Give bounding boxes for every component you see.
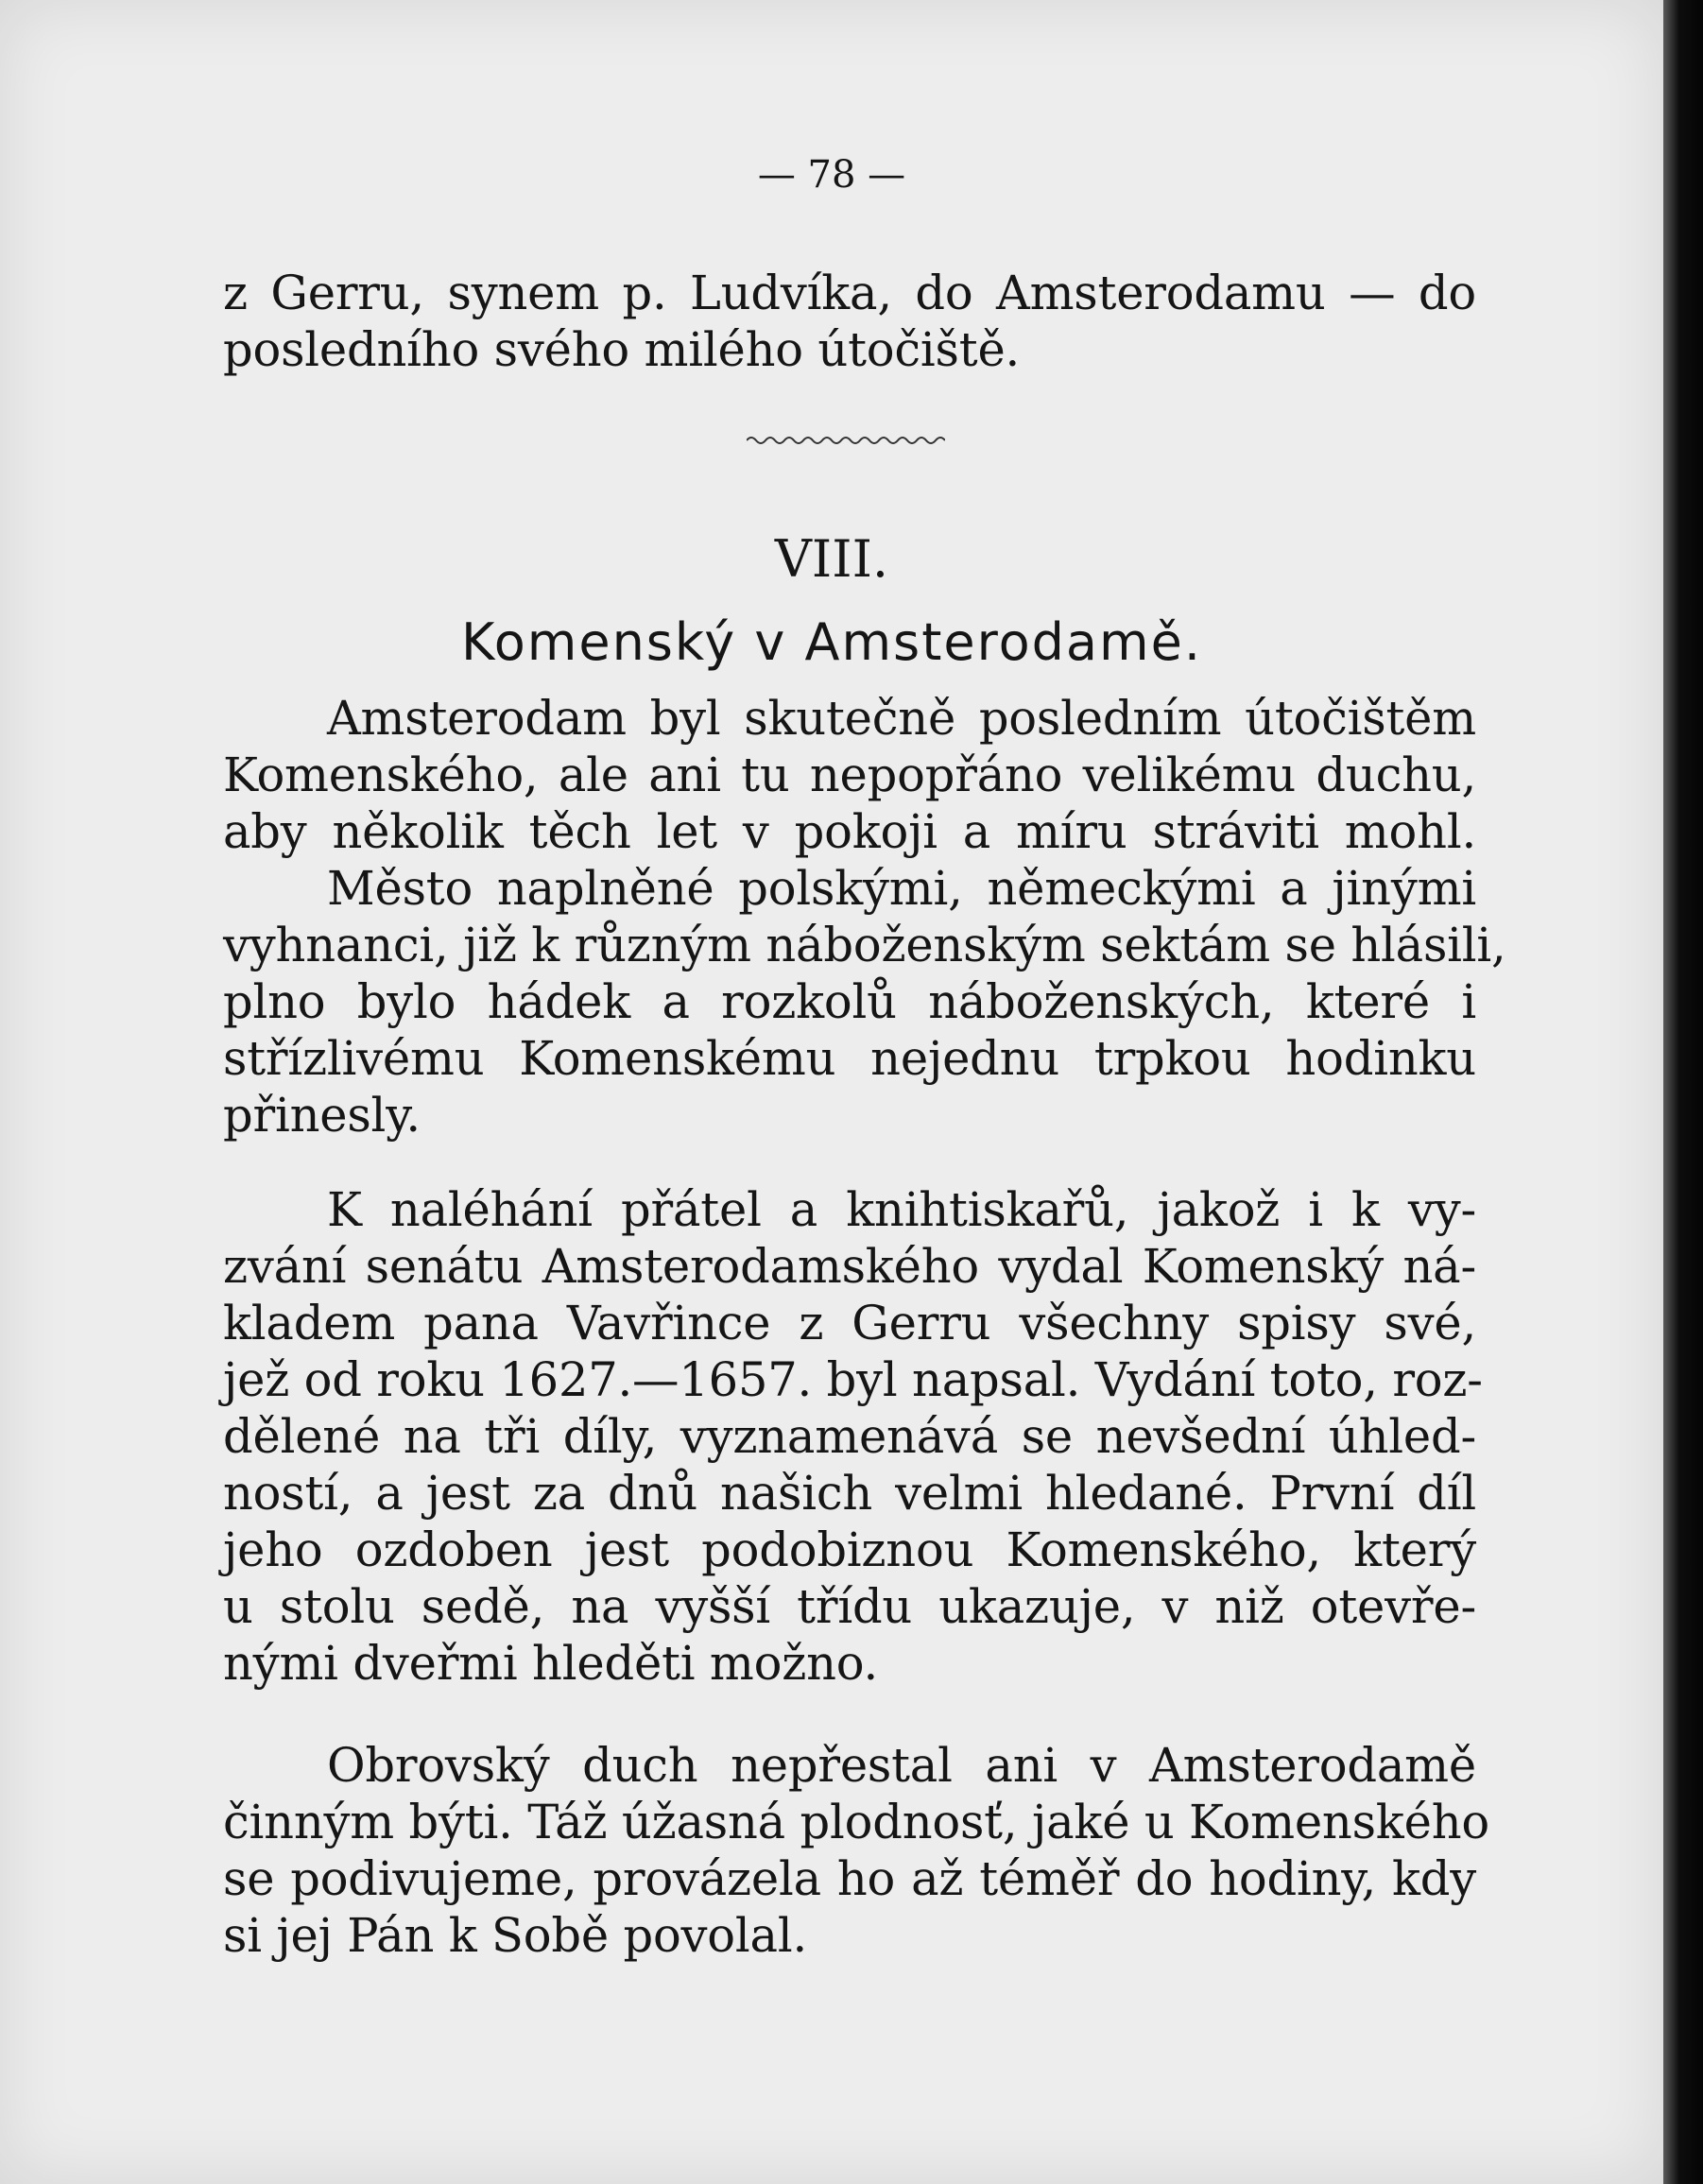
text-line: kladem pana Vavřince z Gerru všechny spisy své, (223, 1296, 1476, 1350)
text-line: dělené na tři díly, vyznamenává se nevšední úhled- (223, 1409, 1476, 1464)
text-line: posledního svého milého útočiště. (223, 322, 1021, 377)
text-line: přinesly. (223, 1088, 421, 1143)
text-line: Amsterodam byl skutečně posledním útočištěm (327, 691, 1476, 746)
text-line: vyhnanci, již k různým náboženským sektám se hlásili, (223, 918, 1506, 972)
text-line: zvání senátu Amsterodamského vydal Komenský ná- (223, 1239, 1476, 1294)
text-line: nými dveřmi hleděti možno. (223, 1636, 879, 1691)
text-line: si jej Pán k Sobě povolal. (223, 1908, 808, 1963)
text-line: jež od roku 1627.—1657. byl napsal. Vydání toto, roz- (223, 1352, 1483, 1407)
ornament-divider (747, 431, 945, 450)
text-line: plno bylo hádek a rozkolů náboženských, které i (223, 974, 1476, 1029)
text-line: ností, a jest za dnů našich velmi hledané. První díl (223, 1466, 1476, 1521)
text-line: Obrovský duch nepřestal ani v Amsterodamě (327, 1738, 1476, 1793)
text-line: činným býti. Táž úžasná plodnosť, jaké u Komenského (223, 1795, 1489, 1849)
text-line: se podivujeme, provázela ho až téměř do hodiny, kdy (223, 1851, 1476, 1906)
chapter-title: Komenský v Amsterodamě. (460, 612, 1203, 672)
page-number: — 78 — (757, 153, 906, 197)
text-line: jeho ozdoben jest podobiznou Komenského, který (223, 1522, 1476, 1577)
chapter-number: VIII. (774, 529, 889, 589)
text-line: Komenského, ale ani tu nepopřáno velikému duchu, (223, 748, 1476, 802)
book-binding-edge (1663, 0, 1703, 2184)
text-line: aby několik těch let v pokoji a míru stráviti mohl. (223, 804, 1476, 859)
text-line: střízlivému Komenskému nejednu trpkou hodinku (223, 1031, 1476, 1086)
text-line: K naléhání přátel a knihtiskařů, jakož i k vy- (327, 1182, 1476, 1237)
text-line: Město naplněné polskými, německými a jinými (327, 861, 1476, 916)
text-line: u stolu sedě, na vyšší třídu ukazuje, v niž otevře- (223, 1579, 1476, 1634)
text-line: z Gerru, synem p. Ludvíka, do Amsterodamu — do (223, 266, 1476, 320)
